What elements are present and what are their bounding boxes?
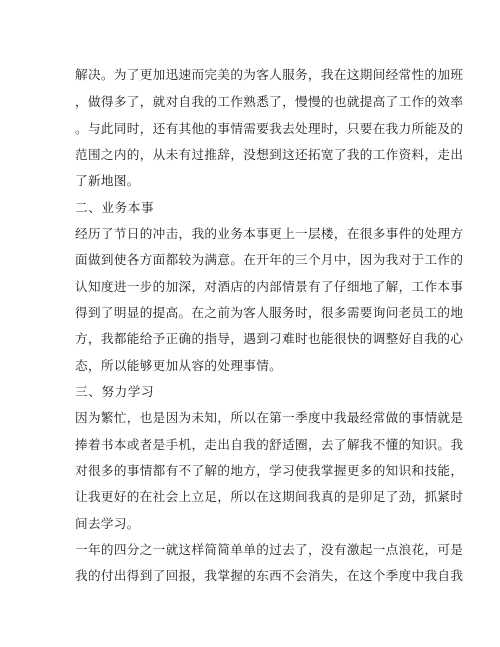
paragraph-line: 间去学习。 (75, 516, 140, 531)
section-heading: 三、努力学习 (75, 384, 155, 399)
paragraph-line: ，做得多了，就对自我的工作熟悉了，慢慢的也就提高了工作的效率 (75, 94, 464, 109)
paragraph-line: 了新地图。 (75, 173, 140, 188)
paragraph-line: 。与此同时，还有其他的事情需要我去处理时，只要在我力所能及的 (75, 121, 464, 136)
paragraph-line: 得到了明显的提高。在之前为客人服务时，很多需要询问老员工的地 (75, 305, 464, 320)
paragraph-line: 认知度进一步的加深，对酒店的内部情景有了仔细地了解，工作本事 (75, 279, 464, 294)
paragraph-line: 捧着书本或者是手机，走出自我的舒适圈，去了解我不懂的知识。我 (75, 437, 464, 452)
paragraph-line: 让我更好的在社会上立足，所以在这期间我真的是卯足了劲，抓紧时 (75, 489, 464, 504)
paragraph-line: 态，所以能够更加从容的处理事情。 (75, 358, 283, 373)
paragraph-line: 因为繁忙，也是因为未知，所以在第一季度中我最经常做的事情就是 (75, 410, 464, 425)
paragraph-line: 一年的四分之一就这样简简单单的过去了，没有激起一点浪花，可是 (75, 542, 464, 557)
section-heading: 二、业务本事 (75, 200, 155, 215)
paragraph-line: 解决。为了更加迅速而完美的为客人服务，我在这期间经常性的加班 (75, 67, 464, 82)
paragraph-line: 对很多的事情都有不了解的地方，学习使我掌握更多的知识和技能， (75, 463, 464, 478)
paragraph-line: 面做到使各方面都较为满意。在开年的三个月中，因为我对于工作的 (75, 252, 464, 267)
paragraph-line: 经历了节日的冲击，我的业务本事更上一层楼，在很多事件的处理方 (75, 226, 464, 241)
paragraph-line: 方，我都能给予正确的指导，遇到刁难时也能很快的调整好自我的心 (75, 331, 464, 346)
paragraph-line: 我的付出得到了回报，我掌握的东西不会消失，在这个季度中我自我 (75, 568, 464, 583)
paragraph-line: 范围之内的，从未有过推辞，没想到这还拓宽了我的工作资料，走出 (75, 147, 464, 162)
